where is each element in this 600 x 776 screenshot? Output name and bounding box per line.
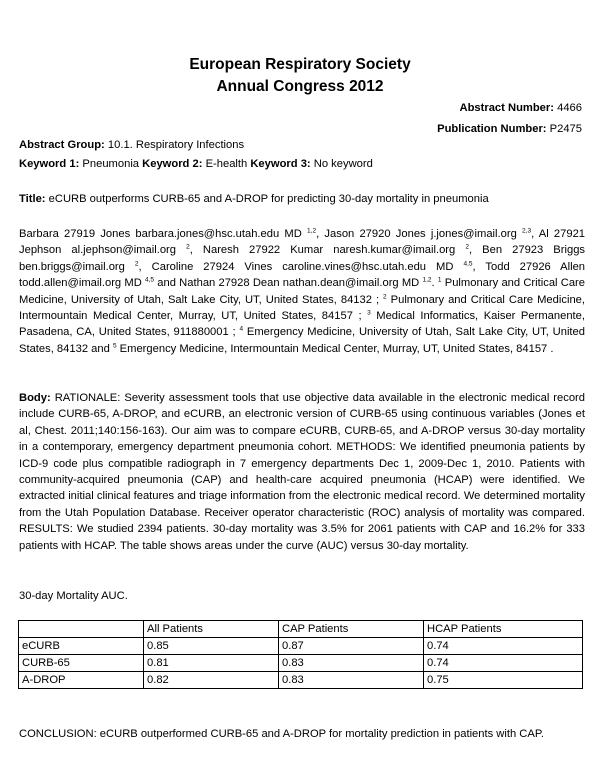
table-header-cell (19, 621, 144, 638)
table-cell: 0.83 (279, 655, 424, 672)
table-cell: 0.82 (144, 672, 279, 689)
author-3: , Al 27921 Jephson al.jephson@imail.org (19, 228, 586, 257)
author-8-sup: 1,2 (422, 276, 432, 284)
keyword1-label: Keyword 1: (19, 158, 80, 170)
author-2: , Jason 27920 Jones j.jones@imail.org (316, 228, 517, 240)
author-6-sup: 4,5 (463, 260, 473, 268)
author-1-sup: 1,2 (307, 227, 317, 235)
table-cell: 0.85 (144, 638, 279, 655)
affiliation-3: Medical Informatics, Kaiser Permanente, Pasadena, CA, United States, 911880001 ; (19, 310, 585, 339)
author-4: , Naresh 27922 Kumar naresh.kumar@imail.org (189, 244, 456, 257)
author-5: , Ben 27923 Briggs ben.briggs@imail.org (19, 244, 586, 273)
author-8: and Nathan 27928 Dean nathan.dean@imail.org MD (154, 277, 420, 290)
congress-subtitle: Annual Congress 2012 (216, 78, 384, 95)
table-row (19, 655, 583, 672)
keywords-line (19, 157, 373, 172)
table-cell: 0.87 (279, 638, 424, 655)
affiliation-2: Pulmonary and Critical Care Medicine, Intermountain Medical Center, Murray, UT, United States, 84157 ; (19, 293, 585, 323)
keyword3-value: No keyword (313, 158, 373, 170)
abstract-number-value: 4466 (557, 102, 582, 114)
paper-title-text: eCURB outperforms CURB-65 and A-DROP for predicting 30-day mortality in pneumonia (48, 193, 489, 205)
author-7: , Todd 27926 Allen todd.allen@imail.org MD (19, 260, 586, 290)
affiliation-5: Emergency Medicine, Intermountain Medical Center, Murray, UT, United States, 84157 . (116, 342, 554, 355)
affiliation-1-sup: 1 (437, 276, 442, 284)
table-cell: 0.74 (424, 655, 583, 672)
author-7-sup: 4,5 (145, 276, 155, 284)
table-cell: eCURB (19, 638, 144, 655)
table-row (19, 638, 583, 655)
abstract-group-label: Abstract Group: (19, 139, 105, 151)
body-label: Body: (19, 392, 51, 404)
publication-number (437, 122, 582, 137)
table-cell: 0.83 (279, 672, 424, 689)
affiliation-1: Pulmonary and Critical Care Medicine, University of Utah, Salt Lake City, UT, United States, 84132 ; (19, 277, 585, 306)
table-cell: 0.74 (424, 638, 583, 655)
table-caption: 30-day Mortality AUC. (19, 590, 128, 602)
body-text: RATIONALE: Severity assessment tools that use objective data available in the electronic medical record include CURB-65, A-DROP, and eCURB, an electronic version of CURB-65 using continuous variables (Jones et al, Chest. 2011;140:156-163). Our aim was to compare eCURB, CURB-65, and A-DROP versus 30-day mortality in a contemporary, emergency department pneumonia cohort. METHODS: We identified pneumonia patients by ICD-9 code plus compatible radiograph in 7 emergency departments Dec 1, 2009-Dec 1, 2010. Patients with community-acquired pneumonia (CAP) and health-care acquired pneumonia (HCAP) were identified. We extracted initial clinical features and triage information from the electronic medical record. We determined mortality from the Utah Population Database. Receiver operator characteristic (ROC) analysis of mortality was compared. RESULTS: We studied 2394 patients. 30-day mortality was 3.5% for 2061 patients with CAP and 16.2% for 333 patients with HCAP. The table shows areas under the curve (AUC) versus 30-day mortality. (19, 392, 585, 552)
keyword3-label: Keyword 3: (250, 158, 311, 170)
keyword1-value: Pneumonia (82, 158, 140, 170)
affiliation-5-sup: 5 (112, 342, 117, 350)
abstract-group-value: 10.1. Respiratory Infections (107, 139, 245, 151)
congress-title: European Respiratory Society (189, 56, 411, 73)
publication-number-label: Publication Number: (437, 123, 547, 135)
abstract-group (19, 138, 244, 153)
paper-title (19, 192, 489, 207)
conclusion: CONCLUSION: eCURB outperformed CURB-65 and A-DROP for mortality prediction in patients with CAP. (19, 728, 544, 740)
abstract-number-label: Abstract Number: (459, 102, 554, 114)
table-row (19, 672, 583, 689)
affiliation-2-sup: 2 (383, 292, 387, 300)
table-cell: CURB-65 (19, 655, 144, 672)
auc-table (18, 620, 583, 689)
author-2-sup: 2,3 (522, 227, 532, 235)
author-1: Barbara 27919 Jones barbara.jones@hsc.utah.edu MD (19, 228, 302, 240)
table-cell: A-DROP (19, 672, 144, 689)
abstract-number (460, 101, 583, 116)
author-5-sup: 2 (134, 260, 139, 268)
keyword2-label: Keyword 2: (142, 158, 203, 170)
authors-affiliations: Barbara 27919 Jones barbara.jones@hsc.utah.edu MD $^{1,2}$, Jason 27920 Jones j.jones@imail.org $^{2,3}$, Al 27921 Jephson al.jephson@imail.org $^2$, Naresh 27922 Kumar naresh.kumar@imail.org $^2$, Ben 27923 Briggs ben.briggs@imail.org $^2$, Caroline 27924 Vines caroline.vines@hsc.utah.edu MD $^{4,5}$, Todd 27926 Allen todd.allen@imail.org MD $^{4,5}$ and Nathan 27928 Dean nathan.dean@imail.org MD $^{1,2}$. $^1$ Pulmonary and Critical Care Medicine, University of Utah, Salt Lake City, UT, United States, 84132 ; $^2$ Pulmonary and Critical Care Medicine, Intermountain Medical Center, Murray, UT, United States, 84157 ; $^3$ Medical Informatics, Kaiser Permanente, Pasadena, CA, United States, 911880001 ; $^4$ Emergency Medicine, University of Utah, Salt Lake City, UT, United States, 84132 and $^5$ Emergency Medicine, Intermountain Medical Center, Murray, UT, United States, 84157 . (19, 227, 586, 355)
author-6: , Caroline 27924 Vines caroline.vines@hsc.utah.edu MD (138, 260, 454, 273)
affiliation-3-sup: 3 (367, 309, 371, 317)
abstract-body (19, 390, 585, 554)
table-header-cell: CAP Patients (279, 621, 424, 638)
table-cell: 0.81 (144, 655, 279, 672)
publication-number-value: P2475 (549, 123, 582, 135)
affiliation-4-sup: 4 (239, 325, 244, 333)
author-4-sup: 2 (465, 243, 469, 251)
affiliation-4: Emergency Medicine, University of Utah, Salt Lake City, UT, United States, 84132 and (19, 326, 585, 355)
author-3-sup: 2 (186, 243, 190, 251)
keyword2-value: E-health (205, 158, 248, 170)
table-header-row (19, 621, 583, 638)
table-header-cell: All Patients (144, 621, 279, 638)
table-cell: 0.75 (424, 672, 583, 689)
paper-title-label: Title: (19, 193, 46, 205)
table-header-cell: HCAP Patients (424, 621, 583, 638)
